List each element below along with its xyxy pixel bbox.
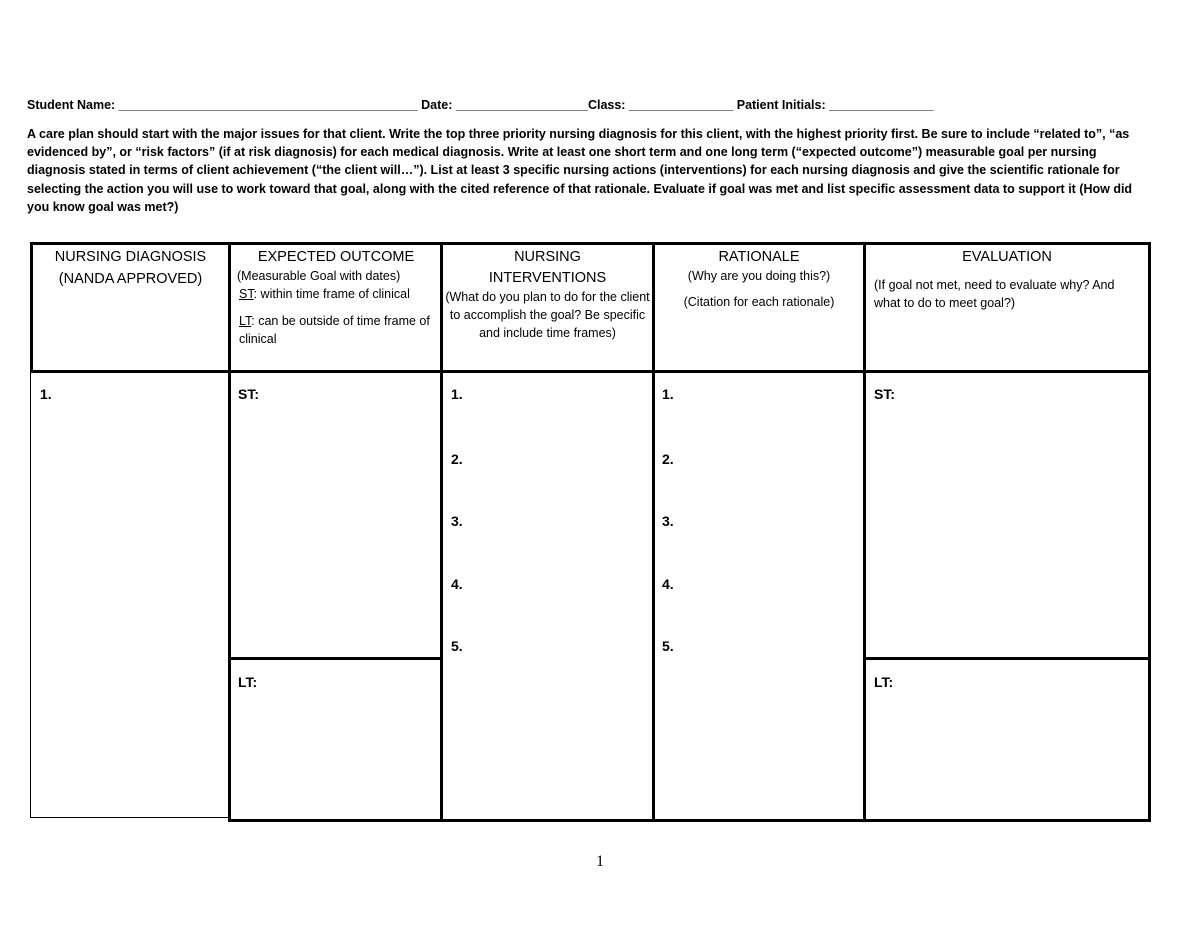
patient-initials-field[interactable]: _______________ <box>829 98 934 112</box>
st-text: : within time frame of clinical <box>253 287 410 301</box>
intervention-item-3[interactable]: 3. <box>451 513 463 529</box>
lt-definition <box>239 312 439 348</box>
header-expected-outcome <box>233 248 439 348</box>
intervention-item-4[interactable]: 4. <box>451 576 463 592</box>
instructions-paragraph: A care plan should start with the major issues for that client. Write the top three priority nursing diagnosis for this client, with the highest priority first. Be sure to include “related to”, “as evidenced by”, or “risk factors” (if at risk diagnosis) for each medical diagnosis. Write at least one short term and one long term (“expected outcome”) measurable goal per nursing diagnosis stated in terms of client achievement (“the client will…”). List at least 3 specific nursing actions (interventions) for each nursing diagnosis and give the scientific rationale for selecting the action you will use to work toward that goal, along with the cited reference of that rationale. Evaluate if goal was met and list specific assessment data to support it (How did you know goal was met?) <box>27 127 1133 214</box>
lt-label: LT <box>239 314 252 328</box>
nursing-diagnosis-title: NURSING DIAGNOSIS <box>54 249 207 265</box>
rationale-item-4[interactable]: 4. <box>662 576 674 592</box>
interventions-title: INTERVENTIONS <box>488 270 607 286</box>
table-border-left-body <box>30 373 31 818</box>
table-border-top <box>30 242 1151 245</box>
class-label: Class: <box>587 98 626 112</box>
evaluation-sub: (If goal not met, need to evaluate why? And what to do to meet goal?) <box>874 278 1115 310</box>
column-divider-1 <box>228 242 231 822</box>
table-border-bottom <box>228 819 1151 822</box>
table-border-bottom-left <box>30 817 230 818</box>
care-plan-table <box>30 242 1151 822</box>
student-name-label: Student Name: <box>27 98 116 112</box>
expected-outcome-title: EXPECTED OUTCOME <box>257 249 415 265</box>
expected-outcome-sub: (Measurable Goal with dates) <box>237 269 401 283</box>
rationale-item-1[interactable]: 1. <box>662 386 674 402</box>
lt-text: : can be outside of time frame of clinical <box>239 314 430 346</box>
rationale-title: RATIONALE <box>718 249 800 265</box>
date-field[interactable]: ___________________ <box>455 98 588 112</box>
page-number: 1 <box>596 853 604 870</box>
rationale-item-5[interactable]: 5. <box>662 638 674 654</box>
patient-initials-label: Patient Initials: <box>736 98 826 112</box>
student-name-field[interactable]: ___________________________________________ <box>118 98 418 112</box>
intervention-item-2[interactable]: 2. <box>451 451 463 467</box>
header-row-divider <box>30 370 1151 373</box>
nursing-title: NURSING <box>514 249 581 265</box>
interventions-sub: (What do you plan to do for the client to accomplish the goal? Be specific and include time frames) <box>445 290 650 340</box>
table-border-right <box>1148 242 1151 822</box>
evaluation-st-label[interactable]: ST: <box>874 386 895 402</box>
rationale-sub-citation: (Citation for each rationale) <box>683 295 835 309</box>
header-nursing-diagnosis <box>33 248 228 289</box>
header-evaluation <box>866 248 1148 312</box>
st-label: ST <box>239 287 254 301</box>
header-nursing-interventions <box>443 248 652 342</box>
form-header <box>27 98 1177 112</box>
outcome-st-label[interactable]: ST: <box>238 386 259 402</box>
nanda-approved-title: (NANDA APPROVED) <box>58 271 203 287</box>
column-divider-4 <box>863 242 866 822</box>
intervention-item-5[interactable]: 5. <box>451 638 463 654</box>
rationale-item-2[interactable]: 2. <box>662 451 674 467</box>
class-field[interactable]: _______________ <box>628 98 734 112</box>
evaluation-title: EVALUATION <box>962 249 1052 265</box>
rationale-sub-why: (Why are you doing this?) <box>687 269 831 283</box>
evaluation-st-lt-divider <box>864 657 1151 660</box>
date-label: Date: <box>421 98 453 112</box>
header-rationale <box>655 248 863 311</box>
intervention-item-1[interactable]: 1. <box>451 386 463 402</box>
diagnosis-item-1[interactable]: 1. <box>40 386 52 402</box>
column-divider-3 <box>652 242 655 822</box>
rationale-item-3[interactable]: 3. <box>662 513 674 529</box>
outcome-st-lt-divider <box>229 657 442 660</box>
outcome-lt-label[interactable]: LT: <box>238 674 258 690</box>
evaluation-lt-label[interactable]: LT: <box>874 674 894 690</box>
st-definition <box>239 285 439 303</box>
